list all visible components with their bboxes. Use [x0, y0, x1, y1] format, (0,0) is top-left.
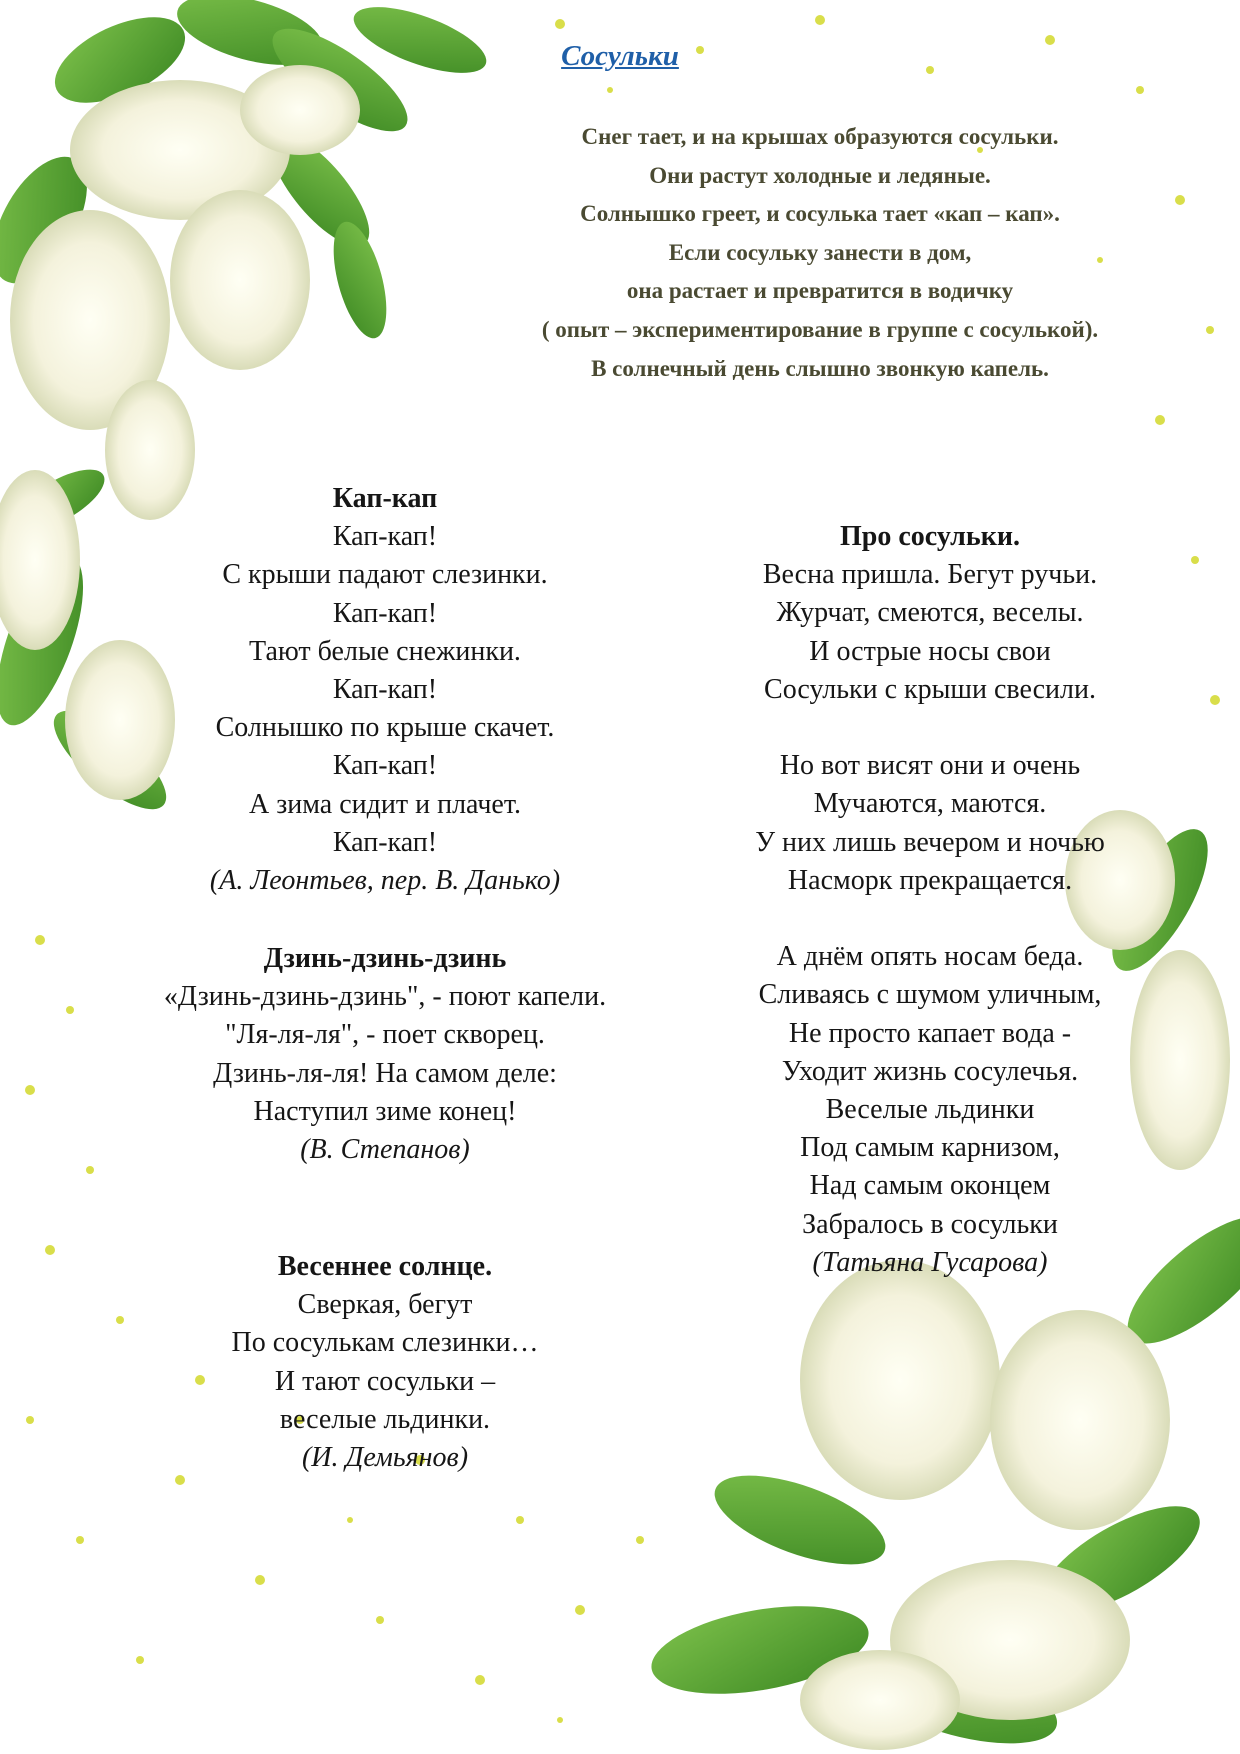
poem-line: Забралось в сосульки [802, 1208, 1058, 1240]
poem-line: Сверкая, бегут [297, 1289, 473, 1321]
poem-line: Сливаясь с шумом уличным, [758, 979, 1102, 1011]
poem-line: Кап-кап! [332, 674, 438, 706]
poem-line: Дзинь-ля-ля! На самом деле: [213, 1057, 557, 1089]
intro-paragraph [420, 118, 1220, 388]
poem-line: Уходит жизнь сосулечья. [781, 1055, 1079, 1087]
poem-line: Весна пришла. Бегут ручьи. [762, 559, 1098, 591]
poem-line: веселые льдинки. [279, 1403, 491, 1435]
poem-line: А днём опять носам беда. [776, 941, 1084, 973]
intro-line: В солнечный день слышно звонкую капель. [591, 355, 1049, 381]
poem-line: Кап-кап! [332, 826, 438, 858]
poem-line: Мучаются, маются. [813, 788, 1047, 820]
poem-line: «Дзинь-дзинь-дзинь", - поют капели. [163, 981, 607, 1013]
poem-line: И острые носы свои [809, 635, 1051, 667]
poem-line: По сосулькам слезинки… [231, 1327, 539, 1359]
poem-title: Кап-кап [332, 483, 438, 514]
poem-line: Кап-кап! [332, 750, 438, 782]
poem-line: Не просто капает вода - [788, 1017, 1072, 1049]
poem-author: (В. Степанов) [300, 1134, 470, 1166]
poem-line: Тают белые снежинки. [249, 635, 521, 667]
poem-line: Под самым карнизом, [800, 1132, 1060, 1164]
poem-line: У них лишь вечером и ночью [755, 826, 1105, 858]
poem-line: И тают сосульки – [274, 1365, 496, 1397]
poem-line: Над самым оконцем [809, 1170, 1051, 1202]
poem-line: С крыши падают слезинки. [222, 559, 548, 591]
poem-line: "Ля-ля-ля", - поет скворец. [225, 1019, 545, 1051]
poem-line: А зима сидит и плачет. [249, 788, 521, 820]
intro-line: Снег тает, и на крышах образуются сосульки. [581, 124, 1059, 149]
poem-author: (А. Леонтьев, пер. В. Данько) [209, 865, 561, 897]
poem-title: Про сосульки. [840, 521, 1020, 552]
poem-title: Весеннее солнце. [277, 1251, 493, 1282]
poem-line: Журчат, смеются, веселы. [776, 597, 1084, 629]
intro-line: Солнышко греет, и сосулька тает «кап – кап». [580, 201, 1060, 227]
poem-line: Насморк прекращается. [787, 864, 1073, 896]
poem-dzin-dzin [110, 940, 660, 1169]
poem-author: (И. Демьянов) [301, 1442, 469, 1474]
poem-line: Кап-кап! [332, 521, 438, 553]
poem-line: Кап-кап! [332, 597, 438, 629]
intro-line: Они растут холодные и ледяные. [649, 162, 991, 188]
intro-line: ( опыт – экспериментирование в группе с сосулькой). [541, 316, 1099, 342]
poem-vesennee-solnce [140, 1248, 630, 1477]
poem-line: Веселые льдинки [825, 1094, 1035, 1126]
stanza-gap [690, 709, 1170, 747]
intro-line: она растает и превратится в водичку [626, 278, 1014, 304]
poem-kap-kap [140, 480, 630, 900]
poem-pro-sosulki [690, 518, 1170, 1282]
page-title: Сосульки [561, 40, 679, 72]
intro-line: Если сосульку занести в дом, [668, 239, 972, 265]
poem-line: Наступил зиме конец! [253, 1095, 517, 1127]
poem-author: (Татьяна Гусарова) [812, 1246, 1048, 1278]
poem-line: Сосульки с крыши свесили. [764, 673, 1096, 705]
poem-title: Дзинь-дзинь-дзинь [263, 943, 507, 974]
poem-line: Но вот висят они и очень [779, 750, 1081, 782]
poem-line: Солнышко по крыше скачет. [215, 712, 555, 744]
stanza-gap [690, 900, 1170, 938]
